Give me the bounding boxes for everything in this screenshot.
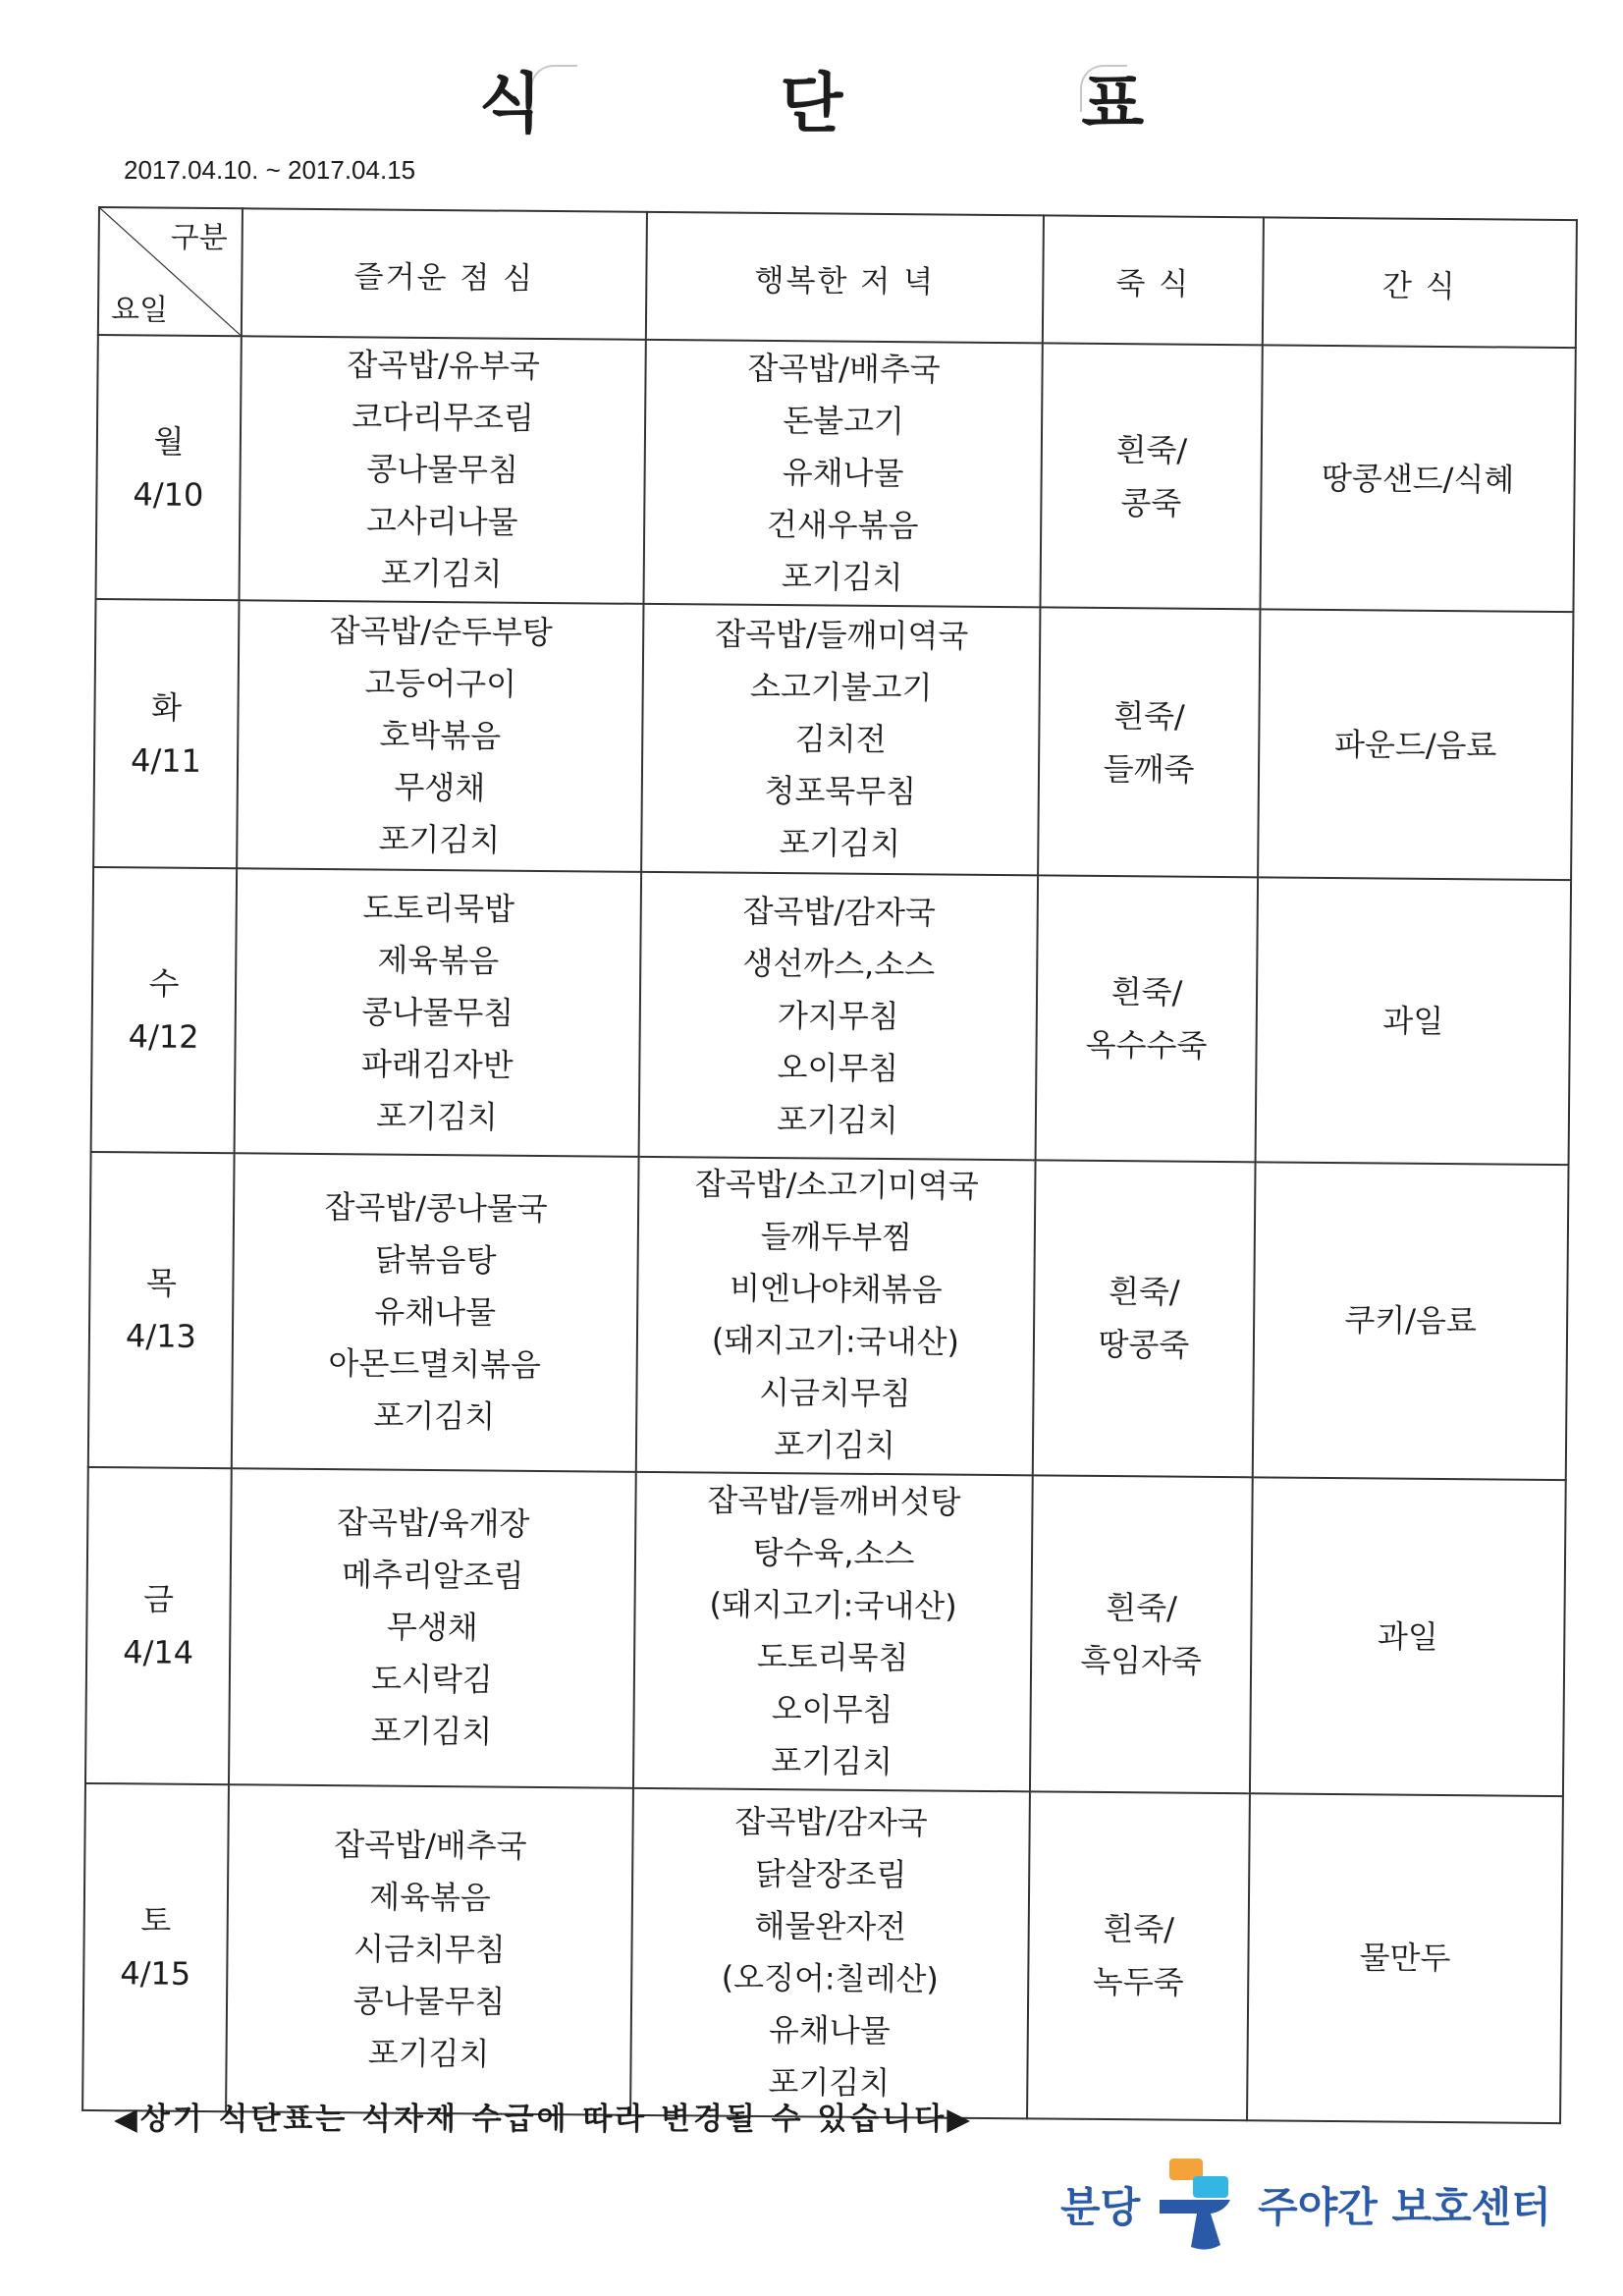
porridge-item: 녹두죽 [1092, 1963, 1184, 2001]
lunch-item: 유채나물 [374, 1292, 497, 1332]
porridge-item: 흰죽/ [1115, 430, 1188, 469]
dinner-item: 돈불고기 [783, 402, 905, 441]
page-title: 식 단 표 [478, 66, 1253, 141]
lunch-item: 콩나물무침 [352, 1982, 506, 2021]
dinner-cell [639, 872, 1039, 1160]
dinner-item: 잡곡밥/감자국 [734, 1802, 928, 1842]
porridge-item: 흰죽/ [1108, 1273, 1180, 1312]
dinner-item: 오이무침 [777, 1048, 899, 1087]
porridge-item: 흑임자죽 [1080, 1641, 1203, 1680]
lunch-cell [226, 1784, 633, 2115]
lunch-item: 제육볶음 [368, 1878, 491, 1917]
lunch-item: 포기김치 [378, 820, 501, 859]
porridge-item: 들깨죽 [1103, 749, 1195, 789]
dinner-item: 닭살장조림 [754, 1855, 907, 1894]
date-label: 4/10 [133, 474, 204, 514]
lunch-item: 도시락김 [370, 1660, 493, 1699]
snack-cell: 쿠키/음료 [1253, 1162, 1569, 1480]
dinner-item: 유채나물 [782, 454, 904, 493]
day-cell [96, 335, 242, 600]
lunch-item: 제육볶음 [377, 941, 500, 980]
dinner-item: 포기김치 [774, 1426, 896, 1465]
table-row [96, 335, 1576, 612]
weekday-label: 금 [142, 1580, 175, 1618]
weekday-label: 목 [145, 1264, 178, 1303]
table-row [82, 1782, 1563, 2123]
lunch-item: 아몬드멸치볶음 [328, 1343, 542, 1384]
lunch-item: 콩나물무침 [361, 992, 514, 1032]
dinner-item: (돼지고기:국내산) [711, 1321, 960, 1362]
dinner-item: 도토리묵침 [756, 1637, 909, 1677]
porridge-item: 옥수수죽 [1085, 1025, 1208, 1065]
table-row [93, 599, 1573, 880]
weekday-label: 토 [140, 1901, 172, 1940]
porridge-item: 흰죽/ [1113, 696, 1185, 736]
dinner-item: 잡곡밥/소고기미역국 [694, 1165, 979, 1206]
porridge-cell [1033, 1160, 1256, 1477]
porridge-item: 땅콩죽 [1098, 1326, 1190, 1365]
dinner-item: 청포묵무침 [764, 772, 917, 811]
dinner-item: 해물완자전 [754, 1907, 907, 1946]
date-label: 4/12 [128, 1017, 199, 1056]
lunch-item: 무생채 [386, 1608, 478, 1647]
lunch-item: 도토리묵밥 [362, 888, 515, 928]
corner-label-category: 구분 [170, 220, 228, 256]
dinner-item: 잡곡밥/감자국 [742, 892, 937, 931]
dinner-item: 포기김치 [771, 1741, 893, 1780]
dinner-item: 김치전 [794, 720, 887, 759]
dinner-item: 포기김치 [776, 1100, 898, 1139]
lunch-item: 잡곡밥/유부국 [347, 346, 540, 386]
dinner-item: 시금치무침 [759, 1374, 911, 1413]
porridge-cell [1027, 1791, 1250, 2120]
lunch-item: 포기김치 [380, 554, 503, 593]
lunch-item: 시금치무침 [353, 1930, 506, 1969]
dinner-item: 가지무침 [777, 996, 899, 1035]
change-notice: ◀상기 식단표는 식자재 수급에 따라 변경될 수 있습니다▶ [114, 2102, 974, 2137]
lunch-item: 포기김치 [375, 1097, 498, 1136]
porridge-cell [1038, 608, 1260, 878]
dinner-item: 오이무침 [771, 1689, 893, 1728]
lunch-cell [229, 1468, 636, 1787]
dinner-cell [643, 340, 1042, 608]
lunch-cell [240, 336, 646, 604]
day-cell [88, 1152, 235, 1469]
table-row [91, 867, 1571, 1164]
lunch-item: 호박볶음 [379, 716, 502, 755]
snack-cell: 파운드/음료 [1258, 610, 1573, 881]
dinner-item: 비엔나야채볶음 [730, 1270, 943, 1309]
day-cell [82, 1782, 229, 2111]
dinner-item: 포기김치 [779, 824, 901, 863]
date-label: 4/13 [125, 1317, 197, 1356]
snack-cell: 땅콩샌드/식혜 [1260, 345, 1575, 612]
dinner-item: 잡곡밥/들깨버섯탕 [707, 1481, 961, 1521]
porridge-item: 콩죽 [1120, 483, 1182, 522]
dinner-item: 소고기불고기 [749, 668, 933, 707]
weekday-label: 수 [148, 964, 180, 1003]
snack-cell: 과일 [1256, 878, 1572, 1165]
lunch-item: 파래김자반 [360, 1044, 514, 1084]
dinner-item: (돼지고기:국내산) [709, 1585, 957, 1625]
lunch-cell [237, 600, 643, 872]
porridge-item: 흰죽/ [1106, 1588, 1178, 1627]
brand-name-left: 분당 [1060, 2183, 1141, 2231]
date-label: 4/14 [123, 1633, 194, 1671]
lunch-cell [235, 869, 642, 1157]
lunch-item: 콩나물무침 [366, 450, 519, 489]
lunch-item: 포기김치 [370, 1712, 493, 1751]
dinner-item: 포기김치 [781, 558, 903, 597]
date-range: 2017.04.10. ~ 2017.04.15 [124, 155, 416, 185]
porridge-item: 흰죽/ [1110, 973, 1183, 1011]
header-row [98, 207, 1577, 348]
header-snack: 간 식 [1263, 217, 1577, 348]
porridge-cell [1036, 876, 1259, 1162]
day-cell [91, 867, 238, 1153]
dinner-item: 탕수육,소스 [752, 1533, 915, 1573]
header-lunch: 즐거운 점 심 [242, 208, 647, 340]
header-dinner: 행복한 저 녁 [646, 212, 1044, 344]
snack-cell: 물만두 [1247, 1793, 1563, 2123]
lunch-item: 잡곡밥/콩나물국 [324, 1187, 548, 1228]
lunch-item: 잡곡밥/육개장 [337, 1503, 530, 1544]
table-row [85, 1467, 1566, 1796]
footer-brand [1060, 2151, 1551, 2259]
dinner-item: 잡곡밥/배추국 [747, 349, 941, 389]
lunch-cell [232, 1153, 639, 1472]
table-row [88, 1152, 1569, 1481]
corner-label-weekday: 요일 [110, 293, 169, 328]
dinner-cell [630, 1787, 1030, 2118]
lunch-item: 포기김치 [373, 1396, 496, 1436]
snack-cell: 과일 [1250, 1477, 1566, 1795]
dinner-item: (오징어:칠레산) [721, 1958, 940, 1998]
date-label: 4/11 [130, 741, 202, 780]
lunch-item: 코다리무조림 [352, 398, 535, 437]
lunch-item: 닭볶음탕 [374, 1240, 497, 1280]
brand-name-right: 주야간 보호센터 [1258, 2183, 1551, 2231]
header-porridge: 죽 식 [1043, 215, 1264, 345]
lunch-item: 포기김치 [367, 2034, 490, 2073]
lunch-item: 고사리나물 [365, 502, 518, 541]
corner-cell [98, 207, 243, 336]
weekday-label: 월 [153, 422, 185, 461]
dinner-item: 포기김치 [768, 2063, 891, 2103]
menu-table [81, 206, 1578, 2124]
dinner-item: 유채나물 [768, 2011, 891, 2050]
date-label: 4/15 [120, 1954, 191, 1994]
dinner-cell [641, 604, 1040, 876]
center-logo-icon [1152, 2151, 1246, 2259]
weekday-label: 화 [150, 688, 183, 727]
day-cell [85, 1467, 232, 1784]
dinner-item: 들깨두부찜 [760, 1218, 913, 1257]
dinner-cell [636, 1156, 1036, 1475]
porridge-cell [1030, 1475, 1253, 1792]
dinner-item: 잡곡밥/들깨미역국 [715, 615, 969, 656]
dinner-item: 생선까스,소스 [742, 944, 936, 983]
dinner-item: 건새우볶음 [766, 506, 919, 545]
title-decoration-right [1080, 65, 1127, 112]
porridge-cell [1040, 343, 1262, 609]
porridge-item: 흰죽/ [1103, 1910, 1175, 1948]
lunch-item: 메추리알조림 [341, 1556, 524, 1596]
lunch-item: 잡곡밥/순두부탕 [329, 612, 553, 652]
lunch-item: 무생채 [394, 768, 486, 807]
dinner-cell [633, 1472, 1033, 1791]
lunch-item: 잡곡밥/배추국 [334, 1825, 527, 1865]
lunch-item: 고등어구이 [364, 664, 517, 704]
day-cell [93, 599, 239, 868]
